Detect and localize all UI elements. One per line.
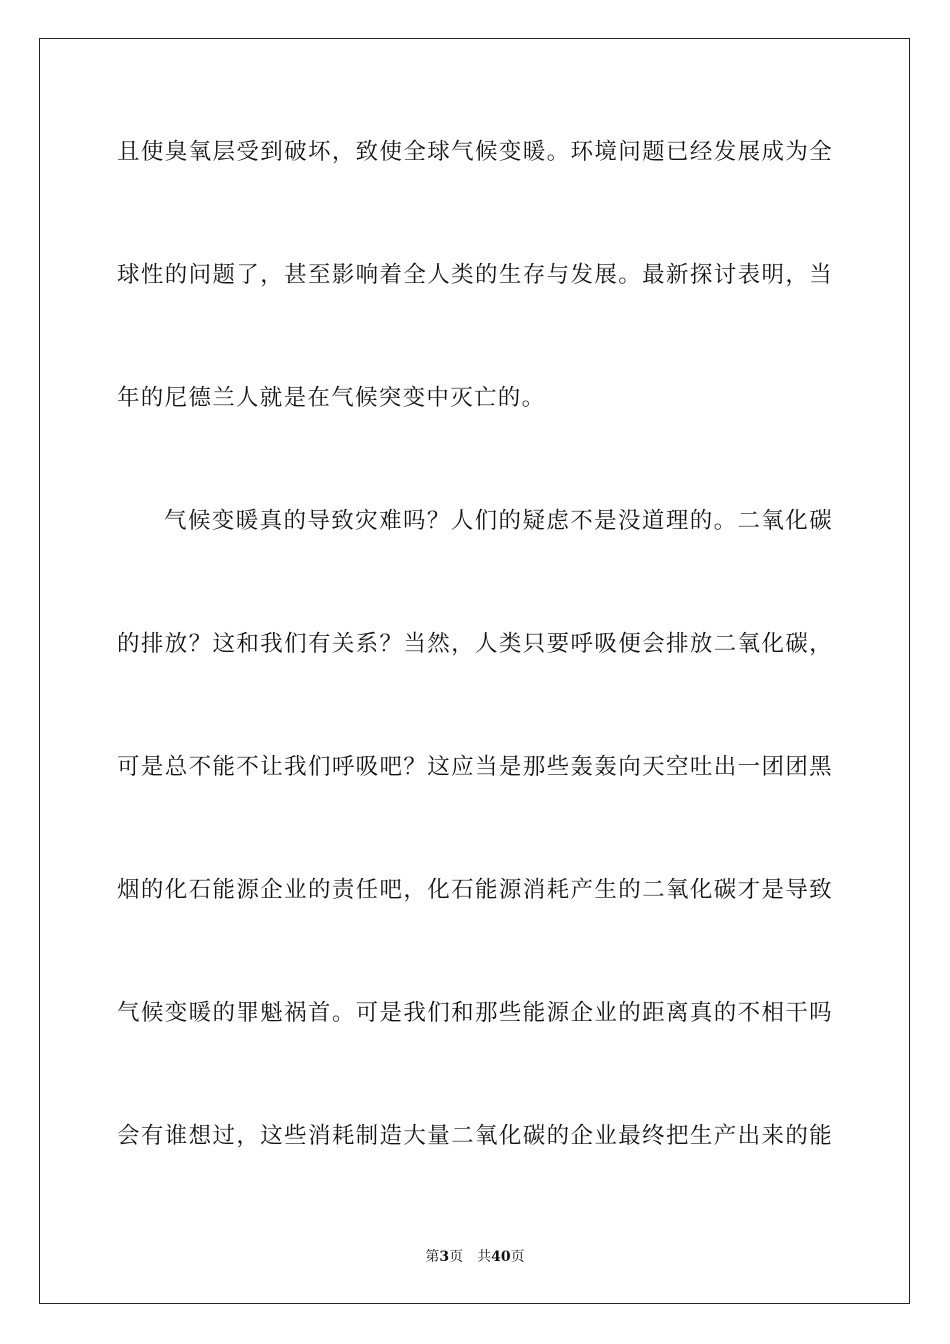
total-pages: 40: [491, 1249, 511, 1265]
body-text-line-4: 气候变暖真的导致灾难吗？人们的疑虑不是没道理的。二氧化碳: [164, 508, 833, 534]
body-text-line-6: 可是总不能不让我们呼吸吧？这应当是那些轰轰向天空吐出一团团黑: [117, 754, 833, 780]
body-text-line-9: 会有谁想过，这些消耗制造大量二氧化碳的企业最终把生产出来的能: [117, 1123, 833, 1149]
total-suffix: 页: [510, 1249, 525, 1265]
body-text-line-1: 且使臭氧层受到破坏，致使全球气候变暖。环境问题已经发展成为全: [117, 139, 833, 165]
page-border: [39, 38, 910, 1304]
body-text-line-5: 的排放？这和我们有关系？当然，人类只要呼吸便会排放二氧化碳，: [117, 631, 833, 657]
page-footer: [0, 1248, 950, 1266]
body-text-line-7: 烟的化石能源企业的责任吧，化石能源消耗产生的二氧化碳才是导致: [117, 877, 833, 903]
body-text-line-8: 气候变暖的罪魁祸首。可是我们和那些能源企业的距离真的不相干吗: [117, 1000, 833, 1026]
body-text-line-3: 年的尼德兰人就是在气候突变中灭亡的。: [117, 385, 546, 411]
page-prefix: 第: [425, 1249, 440, 1265]
page-number: 3: [439, 1249, 450, 1265]
page-suffix: 页: [449, 1249, 464, 1265]
total-prefix: 共: [477, 1249, 492, 1265]
body-text-line-2: 球性的问题了，甚至影响着全人类的生存与发展。最新探讨表明，当: [117, 262, 833, 288]
